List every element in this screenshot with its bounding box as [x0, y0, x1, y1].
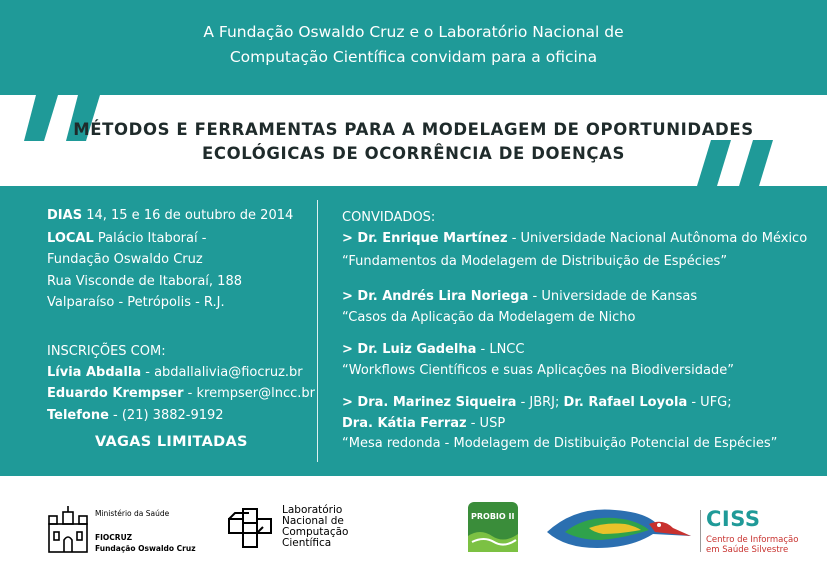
guest-4b-institution: - UFG; [691, 395, 732, 410]
guest-4-talk: “Mesa redonda - Modelagem de Distibuição Potencial de Espécies” [342, 436, 778, 451]
intro-line-2: Computação Científica convidam para a oficina [229, 48, 598, 66]
guest-2 [342, 289, 697, 304]
guest-2-talk: “Casos da Aplicação da Modelagem de Nicho [342, 310, 636, 325]
bird-logo-icon [545, 502, 695, 554]
guest-1-name: > Dr. Enrique Martínez [342, 231, 508, 246]
footer-logos [0, 476, 827, 578]
phone-label: Telefone [47, 408, 109, 423]
guests-heading: CONVIDADOS: [342, 210, 436, 225]
guest-1-talk: “Fundamentos da Modelagem de Distribuição de Espécies” [342, 254, 728, 269]
lncc-line-4: Científica [282, 537, 332, 549]
ciss-subtitle [706, 535, 798, 555]
phone-value: - (21) 3882-9192 [113, 408, 224, 423]
dias-value: 14, 15 e 16 de outubro de 2014 [86, 208, 294, 223]
ciss-divider [700, 510, 701, 552]
contact-phone [47, 408, 224, 423]
dias-label: DIAS [47, 208, 83, 223]
address-line-1: Fundação Oswaldo Cruz [47, 252, 203, 267]
lncc-cube-icon [226, 505, 276, 551]
guest-4 [342, 395, 732, 410]
guest-1 [342, 231, 807, 246]
registration-heading: INSCRIÇÕES COM: [47, 344, 166, 359]
guest-4c [342, 416, 505, 431]
address-line-3: Valparaíso - Petrópolis - R.J. [47, 295, 225, 310]
guest-3-talk: “Workflows Científicos e suas Aplicações na Biodiversidade” [342, 363, 734, 378]
details-band [0, 186, 827, 476]
intro-text [0, 20, 827, 70]
address-line-2: Rua Visconde de Itaboraí, 188 [47, 274, 242, 289]
ministerio-text: Ministério da Saúde [95, 509, 170, 518]
guest-4-name: > Dra. Marinez Siqueira [342, 395, 517, 410]
probio-text: PROBIO II [471, 512, 515, 521]
lncc-line-3: Computação [282, 526, 349, 538]
contact-1-email[interactable]: - abdallalivia@fiocruz.br [145, 365, 303, 380]
contact-1-name: Lívia Abdalla [47, 365, 142, 380]
guest-4-institution: - JBRJ; [520, 395, 560, 410]
column-divider [317, 200, 318, 462]
guest-3-institution: - LNCC [480, 342, 525, 357]
contact-livia [47, 365, 303, 380]
fiocruz-text: FIOCRUZ [95, 533, 133, 542]
probio-logo-icon [468, 502, 518, 552]
lncc-text [282, 505, 349, 549]
vagas-limitadas: VAGAS LIMITADAS [95, 434, 248, 450]
guest-3-name: > Dr. Luiz Gadelha [342, 342, 477, 357]
guest-2-name: > Dr. Andrés Lira Noriega [342, 289, 529, 304]
ciss-sub-2: em Saúde Silvestre [706, 545, 789, 555]
lncc-line-2: Nacional de [282, 515, 344, 527]
guest-1-institution: - Universidade Nacional Autônoma do México [511, 231, 808, 246]
fiocruz-name-text: Fundação Oswaldo Cruz [95, 544, 196, 553]
event-dates [47, 208, 293, 223]
intro-line-1: A Fundação Oswaldo Cruz e o Laboratório Nacional de [203, 23, 624, 41]
guest-4c-name: Dra. Kátia Ferraz [342, 416, 467, 431]
page-title [0, 118, 827, 166]
ciss-sub-1: Centro de Informação [706, 535, 799, 545]
local-label: LOCAL [47, 231, 94, 246]
contact-2-name: Eduardo Krempser [47, 386, 184, 401]
local-value: Palácio Itaboraí - [97, 231, 207, 246]
contact-eduardo [47, 386, 315, 401]
lncc-line-1: Laboratório [282, 504, 343, 516]
fiocruz-castle-icon [47, 506, 89, 554]
guest-4c-institution: - USP [470, 416, 506, 431]
ciss-text: CISS [706, 507, 761, 531]
event-location [47, 231, 206, 246]
guest-3 [342, 342, 524, 357]
title-line-2: ECOLÓGICAS DE OCORRÊNCIA DE DOENÇAS [202, 144, 625, 163]
guest-2-institution: - Universidade de Kansas [532, 289, 698, 304]
guest-4b-name: Dr. Rafael Loyola [563, 395, 688, 410]
contact-2-email[interactable]: - krempser@lncc.br [187, 386, 315, 401]
title-line-1: MÉTODOS E FERRAMENTAS PARA A MODELAGEM DE OPORTUNIDADES [73, 120, 754, 139]
